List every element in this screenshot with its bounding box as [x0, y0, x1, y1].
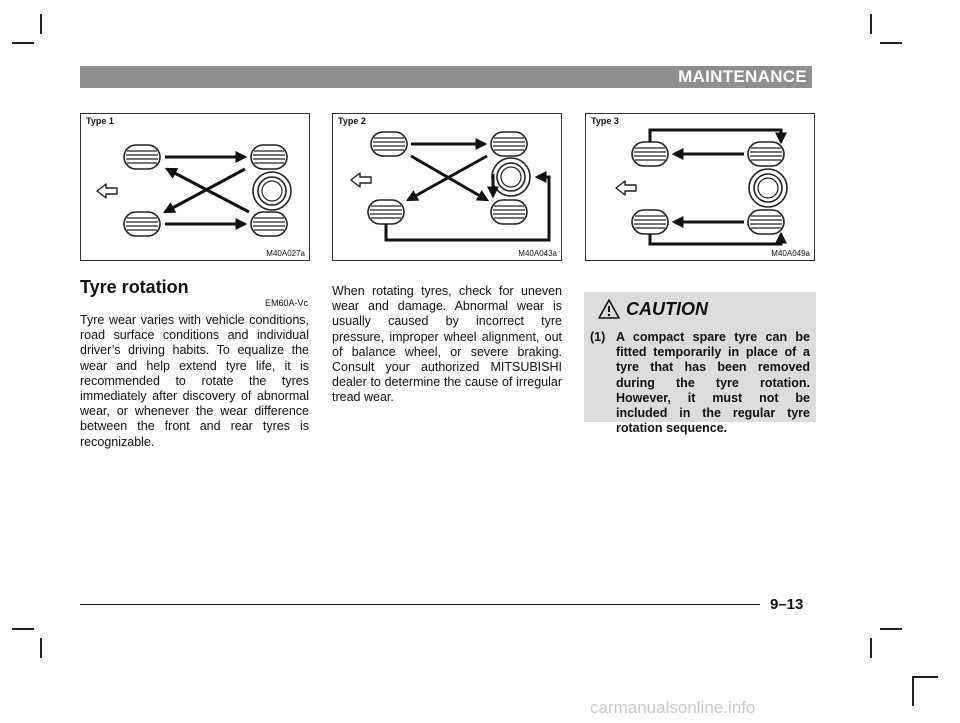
- figure-code: M40A027a: [266, 249, 305, 258]
- tyre-icon: [124, 212, 160, 236]
- tyre-rotation-diagram: [586, 114, 814, 260]
- crop-mark: [870, 14, 872, 34]
- rotation-arrow: [650, 234, 781, 244]
- caution-item-text: A compact spare tyre can be fitted temporarily in place of a tyre that has been removed during the tyre rotation. However, it must not be included in the regular tyre rotation sequence.: [616, 330, 810, 436]
- tyre-icon: [491, 132, 527, 156]
- direction-arrow-icon: [97, 184, 117, 198]
- paragraph-rotation-check: When rotating tyres, check for uneven wear and damage. Abnormal wear is usually caused by incorrect tyre pressure, improper wheel alignment, out of balance wheel, or severe braking. Consult your authorized MITSUBISHI dealer to determine the cause of irregular tread wear.: [332, 284, 562, 405]
- figure-label: Type 3: [591, 116, 619, 126]
- figure-type-3: [585, 113, 815, 261]
- paragraph-tyre-wear: Tyre wear varies with vehicle conditions, road surface conditions and individual driver’s driving habits. To equalize the wear and help extend tyre life, it is recommended to rotate the tyres immediately after discovery of abnormal wear, or whenever the wear difference between the front and rear tyres is recognizable.: [80, 313, 309, 449]
- header-bar: [80, 66, 812, 88]
- crop-mark: [912, 676, 938, 678]
- crop-mark: [870, 638, 872, 658]
- crop-mark: [880, 42, 902, 44]
- crop-mark: [40, 14, 42, 34]
- tyre-icon: [368, 200, 404, 224]
- figure-code: M40A043a: [518, 249, 557, 258]
- crop-mark: [12, 42, 34, 44]
- caution-box: [584, 292, 816, 436]
- crop-mark: [40, 638, 42, 658]
- footer-rule: [80, 604, 760, 605]
- figure-label: Type 1: [86, 116, 114, 126]
- tyre-icon: [748, 142, 784, 166]
- tyre-rotation-diagram: [81, 114, 309, 260]
- tyre-rotation-diagram: [333, 114, 561, 260]
- tyre-icon: [632, 210, 668, 234]
- tyre-icon: [632, 142, 668, 166]
- figure-code: M40A049a: [771, 249, 810, 258]
- warning-triangle-icon: [598, 299, 620, 319]
- section-code: EM60A-Vc: [264, 298, 308, 308]
- spare-tyre-icon: [749, 169, 787, 207]
- page-number: 9–13: [770, 596, 804, 613]
- tyre-icon: [748, 210, 784, 234]
- figure-type-1: [80, 113, 310, 261]
- spare-tyre-icon: [492, 158, 530, 196]
- crop-mark: [880, 628, 902, 630]
- crop-mark: [912, 676, 914, 706]
- tyre-icon: [251, 212, 287, 236]
- crop-mark: [12, 628, 34, 630]
- direction-arrow-icon: [351, 173, 371, 187]
- caution-title: CAUTION: [626, 299, 708, 319]
- tyre-icon: [371, 132, 407, 156]
- direction-arrow-icon: [616, 181, 636, 195]
- tyre-icon: [124, 145, 160, 169]
- spare-tyre-icon: [253, 172, 291, 210]
- section-heading: Tyre rotation: [80, 277, 189, 297]
- figure-label: Type 2: [338, 116, 366, 126]
- tyre-icon: [251, 145, 287, 169]
- section-title: MAINTENANCE: [678, 67, 807, 86]
- watermark: carmanualsonline.info: [590, 698, 756, 717]
- tyre-icon: [491, 200, 527, 224]
- figure-type-2: [332, 113, 562, 261]
- caution-item-number: (1): [590, 330, 606, 344]
- rotation-arrow: [650, 130, 781, 142]
